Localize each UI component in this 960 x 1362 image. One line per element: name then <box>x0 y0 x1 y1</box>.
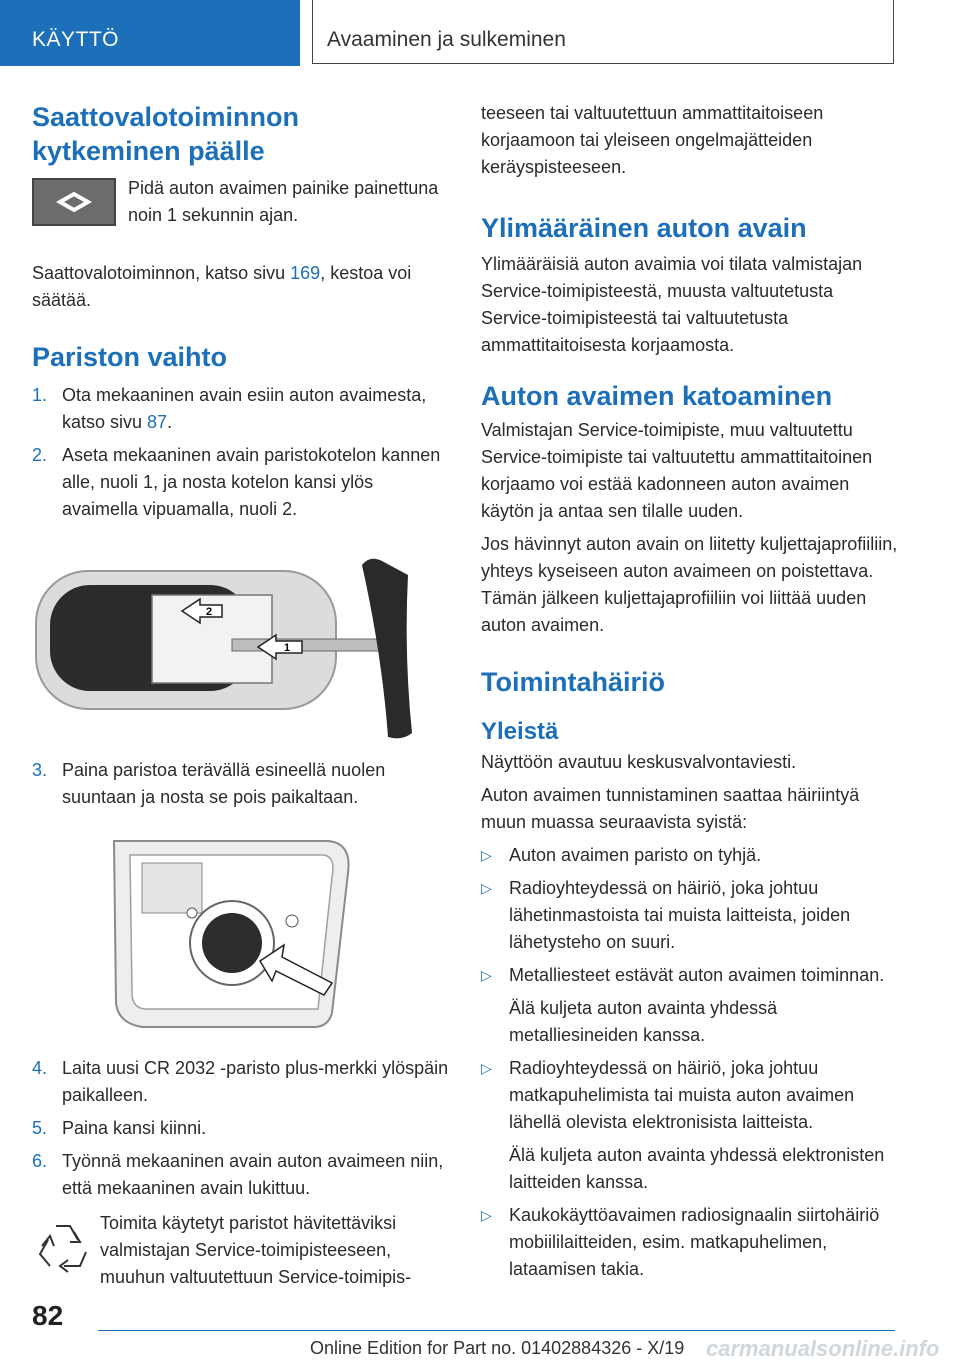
steps-list-c <box>32 1055 450 1202</box>
footer-divider <box>98 1330 895 1331</box>
cause-item: ▷ Radioyhteydessä on häiriö, joka johtuu lähetinmastoista tai muista laitteista, joiden lähetysteho on suuri. <box>481 875 899 956</box>
recycle-icon <box>32 1218 94 1280</box>
heading-general: Yleistä <box>481 718 559 745</box>
page-link-87[interactable]: 87 <box>147 412 168 432</box>
cause-item: ▷ Radioyhteydessä on häiriö, joka johtuu matkapuhelimista tai muista auton avaimen lähellä olevista elektronisista laitteista. <box>481 1055 899 1136</box>
heading-spare-key: Ylimääräinen auton avain <box>481 213 807 243</box>
footer-edition: Online Edition for Part no. 01402884326 - X/19 <box>310 1338 685 1358</box>
recycle-text-continued: teeseen tai valtuutettuun ammattitaitoiseen korjaamoon tai yleiseen ongelmajätteiden keräyspisteeseen. <box>481 103 824 177</box>
key-illustration-2 <box>32 833 450 1033</box>
section-title: Avaaminen ja sulkeminen <box>327 28 566 51</box>
general-paragraph-2: Auton avaimen tunnistaminen saattaa häiriintyä muun muassa seuraavista syistä: <box>481 785 860 832</box>
spare-key-paragraph: Ylimääräisiä auton avaimia voi tilata valmistajan Service-toimipisteestä, muusta valtuutetusta Service-toimipisteestä tai valtuutetusta ammattitaitoisesta korjaamosta. <box>481 254 863 355</box>
arrow-label-1: 1 <box>284 642 291 654</box>
heading-lost-key: Auton avaimen katoaminen <box>481 381 833 411</box>
cause-item: ▷ Metalliesteet estävät auton avaimen toiminnan. <box>481 962 899 989</box>
step-3: 3. Paina paristoa terävällä esineellä nuolen suuntaan ja nosta se pois paikaltaan. <box>32 760 386 807</box>
arrow-label-2: 2 <box>206 606 213 618</box>
recycle-text: Toimita käytetyt paristot hävitettäviksi valmistajan Service-toimipisteeseen, muuhun valtuutettuun Service-toimipis- <box>100 1213 412 1287</box>
welcome-light-paragraph: Saattovalotoiminnon, katso sivu 169, kestoa voi säätää. <box>32 263 412 310</box>
recycle-note <box>32 1212 450 1302</box>
heading-malfunction: Toimintahäiriö <box>481 667 666 697</box>
section-header <box>312 0 894 64</box>
heading-welcome-light: Saattovalotoiminnon kytkeminen päälle <box>32 102 300 166</box>
causes-list <box>481 842 899 989</box>
step-1: 1. Ota mekaaninen avain esiin auton avaimesta, katso sivu 87. <box>32 385 427 432</box>
watermark-logo: carmanualsonline.info <box>706 1336 940 1361</box>
step-4: 4. Laita uusi CR 2032 -paristo plus-merkki ylöspäin paikalleen. <box>32 1058 449 1105</box>
bullet-triangle-icon: ▷ <box>481 880 492 896</box>
general-paragraph-1: Näyttöön avautuu keskusvalvontaviesti. <box>481 752 797 772</box>
right-column <box>481 100 899 1283</box>
step-6: 6. Työnnä mekaaninen avain auton avaimeen niin, että mekaaninen avain lukittuu. <box>32 1151 444 1198</box>
key-illustration-1 <box>32 555 450 745</box>
bullet-triangle-icon: ▷ <box>481 967 492 983</box>
key-button-note <box>32 178 450 240</box>
key-button-text: Pidä auton avaimen painike painettuna noin 1 sekunnin ajan. <box>128 178 439 225</box>
cause-note: Älä kuljeta auton avainta yhdessä elektronisten laitteiden kanssa. <box>509 1145 885 1192</box>
bullet-triangle-icon: ▷ <box>481 847 492 863</box>
chapter-tab <box>0 0 300 66</box>
steps-list-b <box>32 757 450 811</box>
bullet-triangle-icon: ▷ <box>481 1060 492 1076</box>
lost-key-paragraph-1: Valmistajan Service-toimipiste, muu valtuutettu Service-toimipiste tai valtuutettu ammattitaitoinen korjaamo voi estää kadonneen auton avaimen käytön ja antaa sen tilalle uuden. <box>481 420 873 521</box>
step-5: 5. Paina kansi kiinni. <box>32 1118 207 1138</box>
page-link-169[interactable]: 169 <box>290 263 321 283</box>
cause-note: Älä kuljeta auton avainta yhdessä metalliesineiden kanssa. <box>509 998 778 1045</box>
steps-list-a <box>32 382 450 523</box>
lost-key-paragraph-2: Jos hävinnyt auton avain on liitetty kuljettajaprofiiliin, yhteys kyseiseen auton avaimeen on poistettava. Tämän jälkeen kuljettajaprofiiliin voi liittää uuden auton avaimen. <box>481 534 898 635</box>
cause-item: ▷ Kaukokäyttöavaimen radiosignaalin siirtohäiriö mobiililaitteiden, esim. matkapuhelimen, lataamisen takia. <box>481 1202 899 1283</box>
cause-item: ▷ Auton avaimen paristo on tyhjä. <box>481 842 899 869</box>
page-number: 82 <box>32 1300 64 1331</box>
chapter-tab-label: KÄYTTÖ <box>32 28 120 51</box>
left-column <box>32 100 450 1302</box>
causes-list-2 <box>481 1055 899 1136</box>
heading-battery-change: Pariston vaihto <box>32 342 228 372</box>
step-2: 2. Aseta mekaaninen avain paristokotelon kannen alle, nuoli 1, ja nosta kotelon kansi ylös avaimella vipuamalla, nuoli 2. <box>32 445 441 519</box>
causes-list-3 <box>481 1202 899 1283</box>
key-button-icon <box>32 178 116 226</box>
bullet-triangle-icon: ▷ <box>481 1207 492 1223</box>
